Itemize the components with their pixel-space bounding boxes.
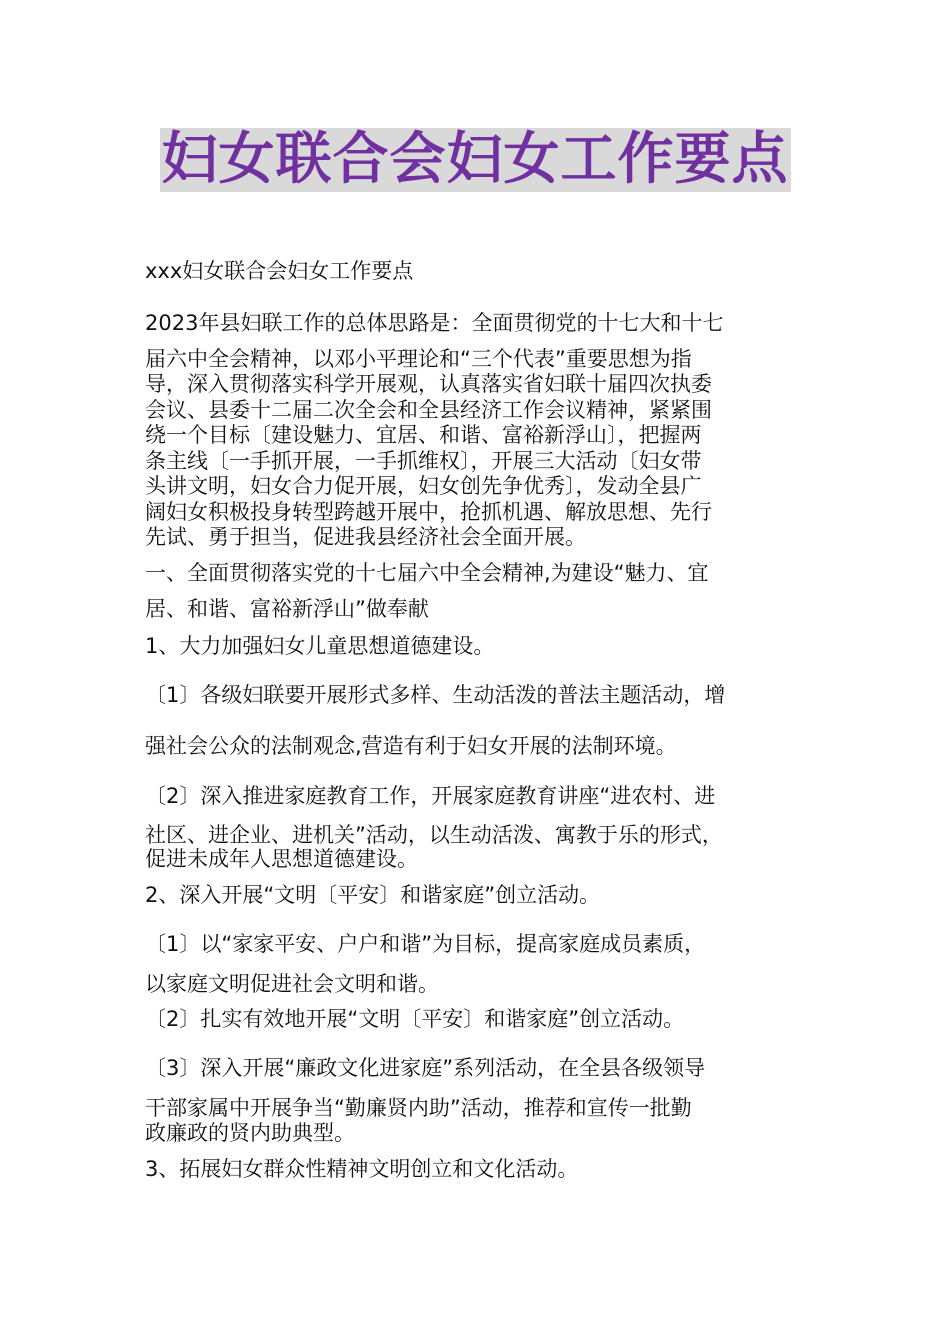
paragraph-line: 阔妇女积极投身转型跨越开展中，抢抓机遇、解放思想、先行: [145, 500, 712, 524]
paragraph-line: 社区、进企业、进机关”活动，以生动活泼、寓教于乐的形式，: [145, 823, 723, 847]
subheading-line: 1、大力加强妇女儿童思想道德建设。: [145, 634, 495, 658]
paragraph-line: 届六中全会精神，以邓小平理论和“三个代表”重要思想为指: [145, 347, 692, 371]
subheading-line: 2、深入开展“文明〔平安〕和谐家庭”创立活动。: [145, 883, 601, 907]
paragraph-line: 〔3〕深入开展“廉政文化进家庭”系列活动，在全县各级领导: [145, 1056, 706, 1080]
paragraph-line: 以家庭文明促进社会文明和谐。: [145, 972, 439, 996]
subheading-line: 3、拓展妇女群众性精神文明创立和文化活动。: [145, 1157, 579, 1181]
paragraph-line: 〔1〕以“家家平安、户户和谐”为目标，提高家庭成员素质，: [145, 932, 706, 956]
paragraph-line: 政廉政的贤内助典型。: [145, 1121, 355, 1145]
title-container: [0, 128, 950, 192]
paragraph-line: 会议、县委十二届二次全会和全县经济工作会议精神，紧紧围: [145, 398, 712, 422]
paragraph-line: 〔1〕各级妇联要开展形式多样、生动活泼的普法主题活动，增: [145, 683, 726, 707]
document-title: 妇女联合会妇女工作要点: [161, 127, 789, 192]
paragraph-line: 强社会公众的法制观念,营造有利于妇女开展的法制环境。: [145, 734, 677, 758]
section-heading-line: 一、全面贯彻落实党的十七届六中全会精神,为建设“魅力、宜: [145, 561, 709, 585]
paragraph-line: 促进未成年人思想道德建设。: [145, 847, 418, 871]
section-heading-line: 居、和谐、富裕新浮山”做奉献: [145, 597, 429, 621]
paragraph-line: 干部家属中开展争当“勤廉贤内助”活动，推荐和宣传一批勤: [145, 1096, 692, 1120]
paragraph-line: 绕一个目标〔建设魅力、宜居、和谐、富裕新浮山〕，把握两: [145, 423, 702, 447]
paragraph-line: 先试、勇于担当，促进我县经济社会全面开展。: [145, 525, 586, 549]
paragraph-line: 条主线〔一手抓开展，一手抓维权〕，开展三大活动〔妇女带: [145, 449, 702, 473]
paragraph-line: 〔2〕扎实有效地开展“文明〔平安〕和谐家庭”创立活动。: [145, 1007, 685, 1031]
paragraph-line: 头讲文明，妇女合力促开展，妇女创先争优秀〕，发动全县广: [145, 474, 702, 498]
paragraph-line: 2023年县妇联工作的总体思路是：全面贯彻党的十七大和十七: [145, 311, 724, 335]
paragraph-line: 〔2〕深入推进家庭教育工作，开展家庭教育讲座“进农村、进: [145, 784, 716, 808]
paragraph-line: 导，深入贯彻落实科学开展观，认真落实省妇联十届四次执委: [145, 372, 712, 396]
subtitle-line: xxx妇女联合会妇女工作要点: [145, 259, 414, 283]
